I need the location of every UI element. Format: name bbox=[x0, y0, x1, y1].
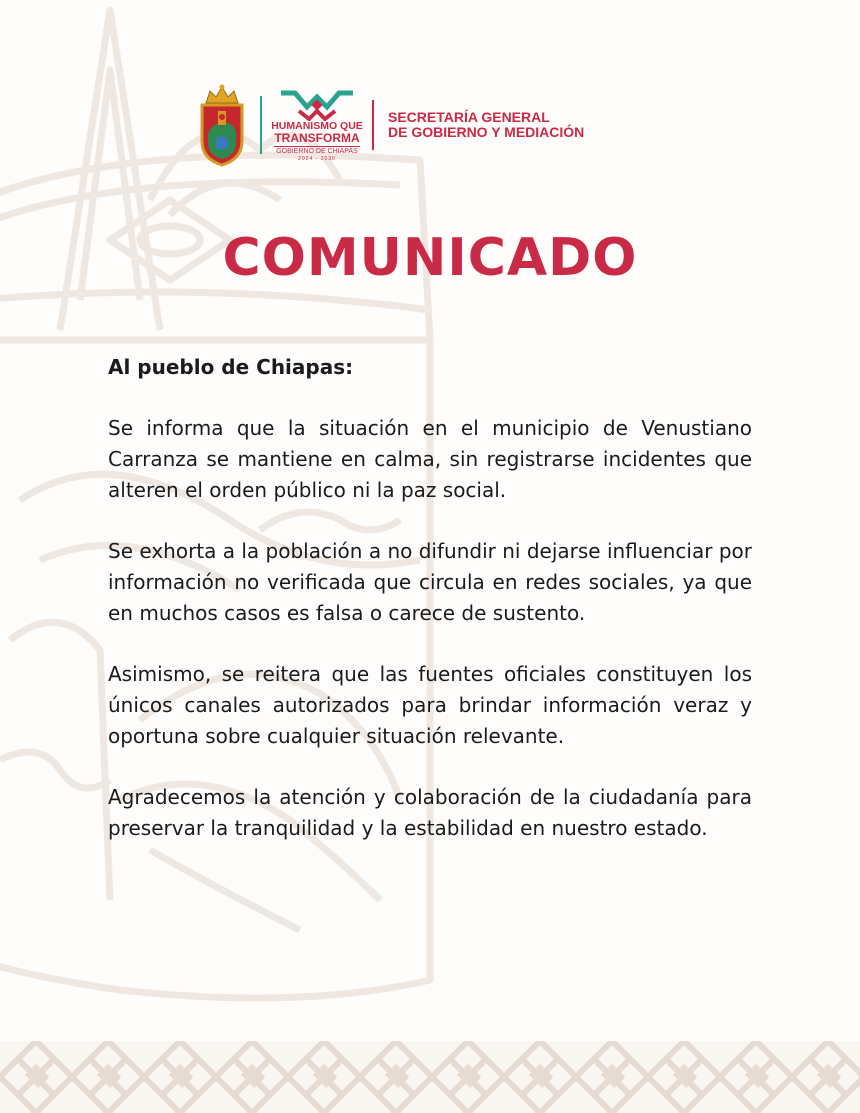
secretaria-label bbox=[388, 110, 584, 140]
gov-logo bbox=[272, 87, 362, 163]
chiapas-coat-of-arms-icon bbox=[196, 83, 248, 167]
gov-logo-line1: HUMANISMO QUE bbox=[271, 120, 363, 132]
header-divider bbox=[260, 96, 262, 154]
paragraph-2: Se exhorta a la población a no difundir ni dejarse influenciar por información no verificada que circula en redes sociales, ya que en muchos casos es falsa o carece de sustento. bbox=[108, 539, 752, 625]
humanismo-que-transforma-emblem-icon bbox=[277, 87, 357, 121]
gov-logo-rule bbox=[274, 146, 360, 147]
gov-logo-line2: TRANSFORMA bbox=[274, 131, 360, 145]
communique-body bbox=[108, 352, 752, 874]
paragraph-3: Asimismo, se reitera que las fuentes oficiales constituyen los únicos canales autorizados para brindar información veraz y oportuna sobre cualquier situación relevante. bbox=[108, 662, 752, 748]
greca-pattern-border bbox=[0, 1041, 860, 1113]
gov-logo-years: 2024 - 2030 bbox=[298, 156, 336, 162]
paragraph-1: Se informa que la situación en el municipio de Venustiano Carranza se mantiene en calma, sin registrarse incidentes que alteren el orden público ni la paz social. bbox=[108, 416, 752, 502]
salutation: Al pueblo de Chiapas: bbox=[108, 355, 354, 379]
paragraph-4: Agradecemos la atención y colaboración de la ciudadanía para preservar la tranquilidad y la estabilidad en nuestro estado. bbox=[108, 785, 752, 840]
page-title: COMUNICADO bbox=[222, 228, 638, 288]
secretaria-line1: SECRETARÍA GENERAL bbox=[388, 109, 550, 125]
secretaria-line2: DE GOBIERNO Y MEDIACIÓN bbox=[388, 124, 585, 140]
header bbox=[196, 80, 584, 170]
header-divider-red bbox=[372, 100, 374, 150]
gov-logo-subtitle: GOBIERNO DE CHIAPAS bbox=[276, 148, 358, 155]
